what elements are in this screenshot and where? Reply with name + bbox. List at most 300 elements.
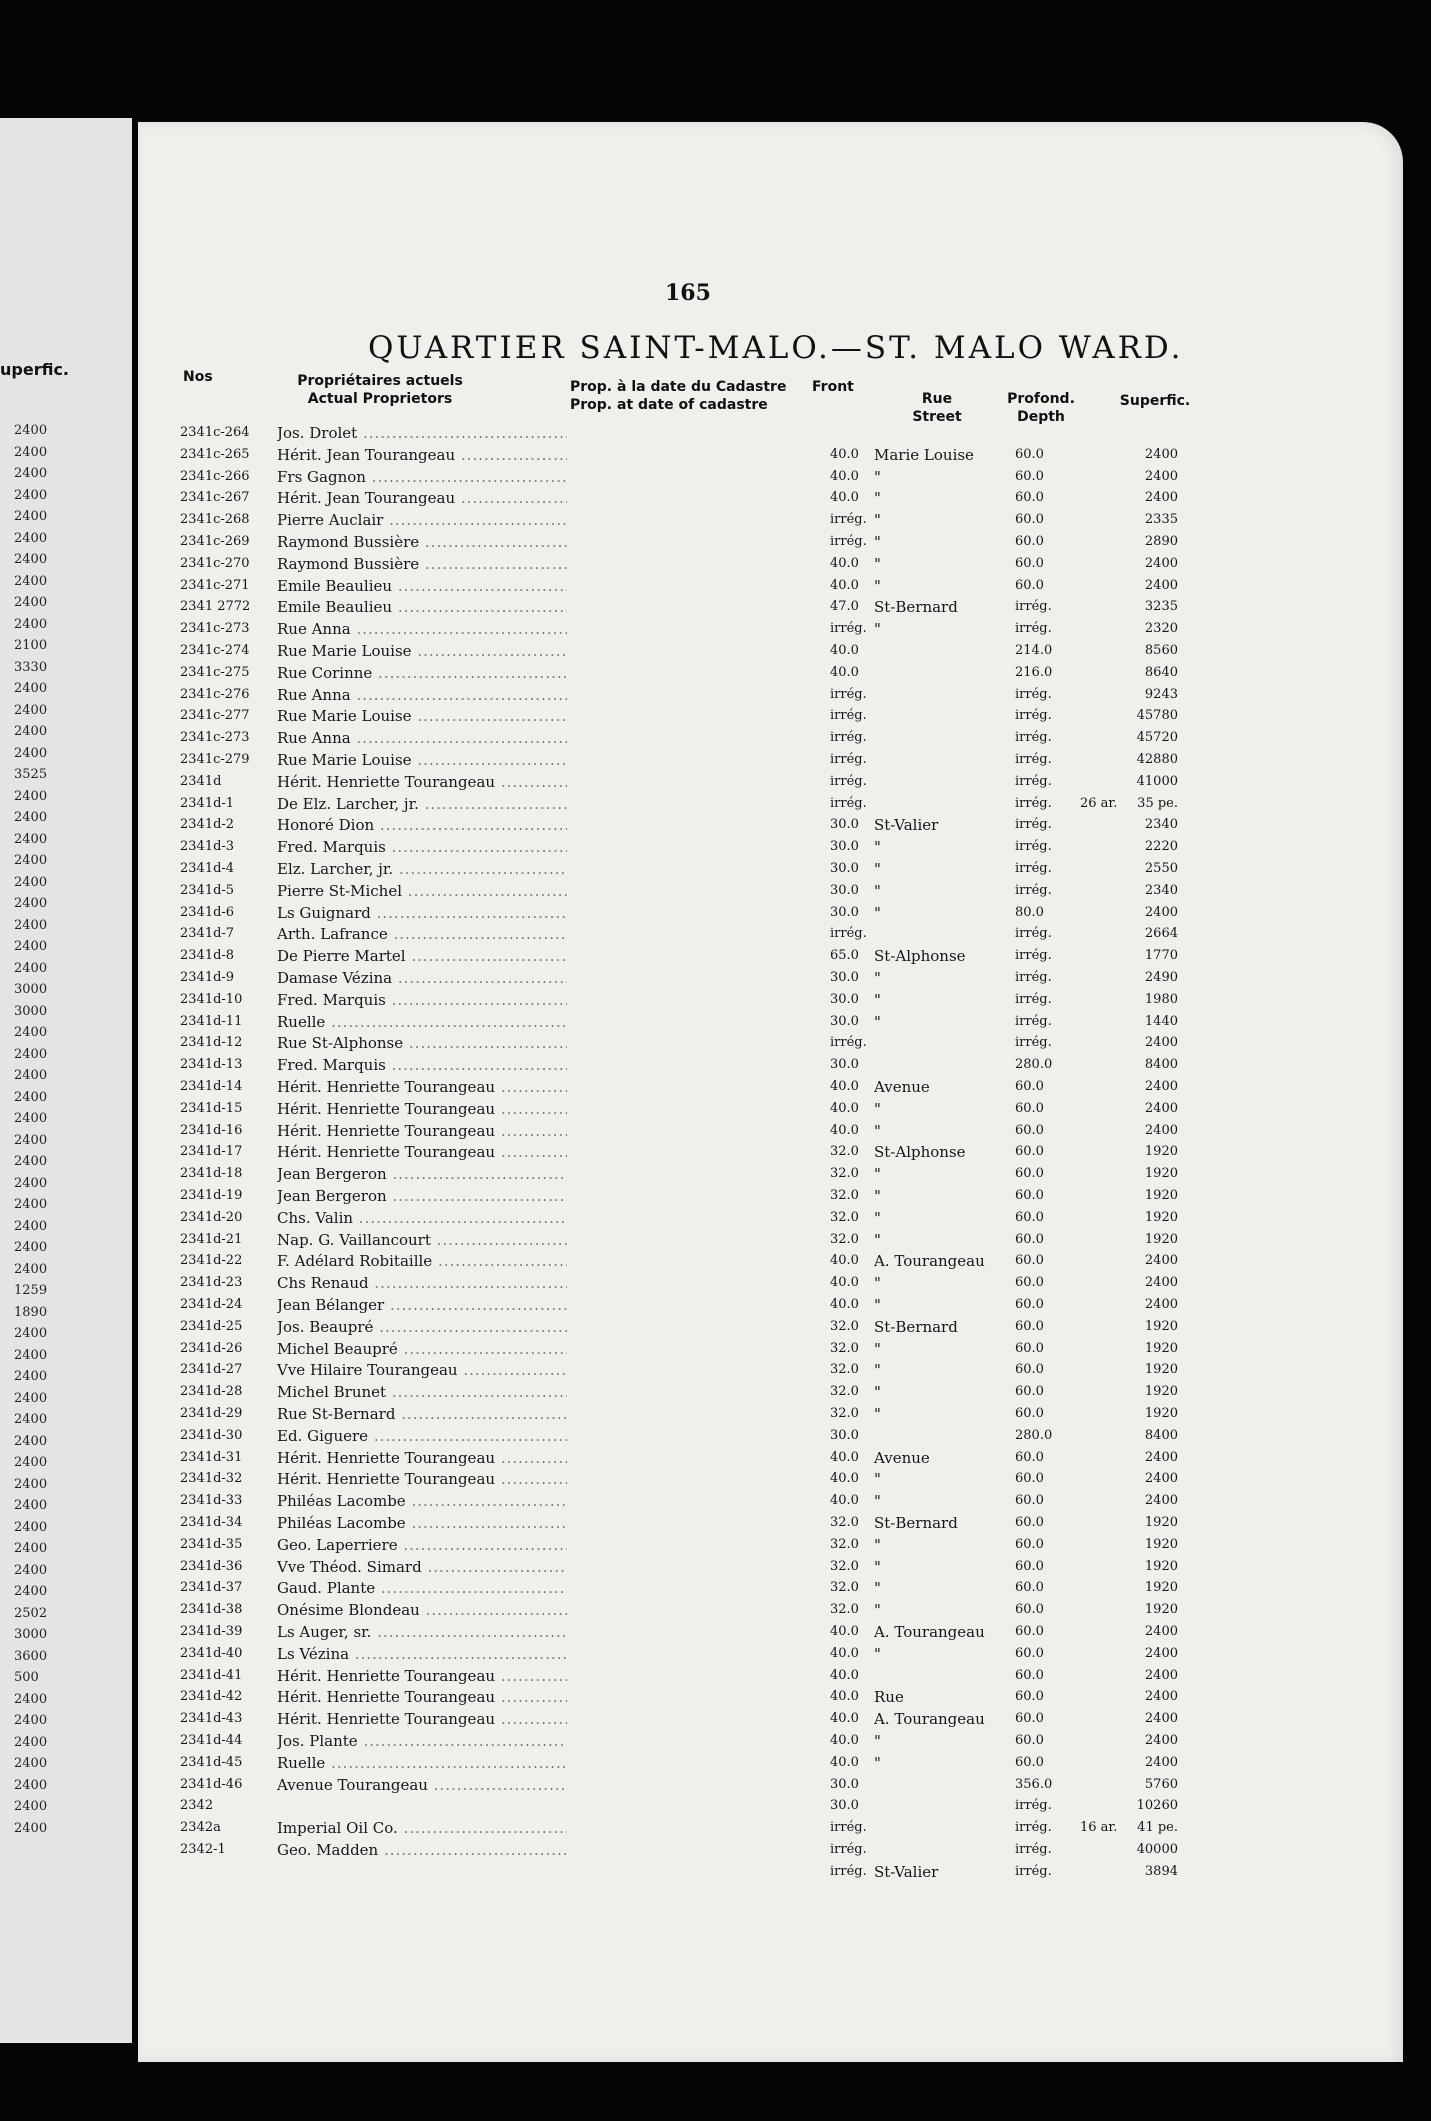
row-depth: irrég. — [1015, 926, 1052, 942]
table-row — [0, 1643, 1431, 1665]
row-superficie: 2400 — [1144, 1297, 1178, 1312]
prev-page-value: 2400 — [14, 917, 48, 933]
row-owner: Rue Anna ..... — [277, 727, 567, 749]
prev-page-value: 2400 — [14, 939, 48, 954]
row-depth: irrég. — [1015, 686, 1052, 702]
table-row — [0, 771, 1431, 793]
row-front: 32.0 — [830, 1231, 859, 1247]
prev-page-value: 2400 — [14, 724, 48, 739]
row-number: 2341d-39 — [180, 1624, 243, 1639]
row-superficie: 1920 — [1144, 1231, 1178, 1247]
table-row — [0, 1752, 1431, 1774]
row-superficie: 1920 — [1144, 1144, 1178, 1160]
row-street: " — [874, 1208, 881, 1227]
row-superficie: 1920 — [1144, 1384, 1178, 1400]
row-front: 32.0 — [830, 1558, 859, 1574]
header-cadastre — [570, 378, 810, 414]
row-depth: 60.0 — [1015, 1166, 1044, 1182]
row-street: St-Valier — [874, 1862, 939, 1881]
table-row — [0, 1229, 1431, 1251]
prev-page-value: 2400 — [14, 1433, 48, 1449]
row-number: 2341d-27 — [180, 1362, 243, 1378]
row-front: 40.0 — [830, 1297, 859, 1312]
row-street: " — [874, 1099, 881, 1118]
row-number: 2341d-30 — [180, 1427, 243, 1443]
row-street: " — [874, 969, 881, 987]
row-street: " — [874, 1732, 881, 1750]
prev-page-value: 2400 — [14, 1476, 48, 1492]
table-row — [0, 444, 1431, 466]
row-number: 2341c-269 — [180, 534, 250, 549]
header-superfic: Superfic. — [1119, 393, 1191, 409]
row-number: 2341d-36 — [180, 1558, 243, 1574]
row-superficie: 5760 — [1144, 1776, 1178, 1792]
row-depth: 60.0 — [1015, 1624, 1044, 1639]
header-depth-fr: Profond. — [1007, 391, 1075, 407]
row-depth: irrég. — [1015, 730, 1052, 746]
row-depth: 60.0 — [1015, 555, 1044, 571]
row-superficie: 2340 — [1144, 882, 1178, 898]
row-depth: irrég. — [1015, 882, 1052, 898]
row-street: " — [874, 1274, 881, 1293]
table-row — [0, 1338, 1431, 1360]
row-superficie: 2400 — [1144, 1711, 1178, 1727]
row-owner: Rue Marie Louise ..... — [277, 640, 567, 662]
row-depth: 280.0 — [1015, 1057, 1053, 1073]
prev-page-value: 2400 — [14, 1713, 48, 1728]
prev-page-value: 2400 — [14, 1240, 48, 1255]
row-number: 2341d-18 — [180, 1166, 243, 1182]
row-superficie: 2400 — [1144, 1122, 1178, 1138]
row-owner: Raymond Bussière ..... — [277, 531, 567, 553]
row-depth: 60.0 — [1015, 1602, 1044, 1618]
row-owner: Elz. Larcher, jr. ..... — [277, 858, 567, 880]
row-depth: 60.0 — [1015, 534, 1044, 549]
row-front: irrég. — [830, 512, 867, 528]
row-number: 2341d-43 — [180, 1711, 243, 1727]
row-front: irrég. — [830, 795, 867, 811]
table-row — [0, 1599, 1431, 1621]
prev-page-value: 2400 — [14, 1519, 48, 1535]
row-number: 2341c-268 — [180, 512, 250, 528]
row-depth: irrég. — [1015, 1798, 1052, 1814]
row-front: 30.0 — [830, 970, 859, 985]
row-depth: irrég. — [1015, 708, 1052, 724]
row-superficie: 2400 — [1144, 1079, 1178, 1094]
row-owner: Fred. Marquis ..... — [277, 836, 567, 858]
row-street: Avenue — [874, 1448, 930, 1467]
table-row — [0, 1774, 1431, 1796]
prev-page-value: 2400 — [14, 466, 48, 481]
row-owner: Hérit. Henriette Tourangeau ..... — [277, 1468, 567, 1490]
row-street: " — [874, 1557, 881, 1576]
table-row — [0, 1817, 1431, 1839]
row-owner: Fred. Marquis ..... — [277, 1054, 567, 1076]
row-number: 2341d-1 — [180, 795, 235, 811]
row-area-note: 26 ar. — [1080, 795, 1118, 811]
row-superficie: 1980 — [1144, 991, 1178, 1007]
prev-page-value: 2400 — [14, 1046, 48, 1062]
row-street: " — [874, 860, 881, 878]
row-depth: irrég. — [1015, 599, 1052, 615]
prev-page-value: 3000 — [14, 982, 48, 997]
table-row — [0, 531, 1431, 553]
row-street: Avenue — [874, 1078, 930, 1096]
row-front: 40.0 — [830, 1253, 859, 1269]
prev-page-value: 2400 — [14, 1820, 48, 1836]
row-front: irrég. — [830, 1820, 867, 1836]
row-depth: 60.0 — [1015, 1122, 1044, 1138]
row-owner: Philéas Lacombe ..... — [277, 1512, 567, 1534]
row-depth: 60.0 — [1015, 1079, 1044, 1094]
row-depth: irrég. — [1015, 621, 1052, 637]
table-row — [0, 1665, 1431, 1687]
prev-page-value: 2400 — [14, 1412, 48, 1427]
row-owner: Imperial Oil Co. ..... — [277, 1817, 567, 1839]
row-number: 2341d-33 — [180, 1493, 243, 1509]
row-street: " — [874, 1383, 881, 1402]
table-row — [0, 902, 1431, 924]
row-number: 2341d-9 — [180, 970, 235, 985]
prev-page-value: 3330 — [14, 659, 48, 675]
header-street — [902, 390, 972, 426]
row-superficie: 2335 — [1144, 512, 1178, 528]
row-superficie: 1920 — [1144, 1362, 1178, 1378]
row-front: 40.0 — [830, 1624, 859, 1639]
row-owner: Jos. Beaupré ..... — [277, 1316, 567, 1338]
row-depth: 60.0 — [1015, 1209, 1044, 1225]
table-row — [0, 1468, 1431, 1490]
row-number: 2341c-275 — [180, 664, 250, 680]
table-row — [0, 989, 1431, 1011]
row-number: 2341d-17 — [180, 1144, 243, 1160]
prev-page-value: 2400 — [14, 423, 48, 438]
header-owners — [280, 372, 480, 408]
row-depth: 60.0 — [1015, 1449, 1044, 1465]
row-superficie: 1920 — [1144, 1318, 1178, 1334]
row-front: 32.0 — [830, 1580, 859, 1596]
row-superficie: 2400 — [1144, 1667, 1178, 1683]
row-front: 32.0 — [830, 1340, 859, 1356]
row-street: A. Tourangeau — [874, 1623, 985, 1641]
table-row — [0, 1207, 1431, 1229]
prev-page-value: 2400 — [14, 1132, 48, 1148]
row-owner: Jean Bergeron ..... — [277, 1185, 567, 1207]
row-street: " — [874, 1601, 881, 1620]
row-number: 2341d-16 — [180, 1122, 243, 1138]
row-owner: Jos. Plante ..... — [277, 1730, 567, 1752]
row-depth: 60.0 — [1015, 1580, 1044, 1596]
row-front: 40.0 — [830, 1667, 859, 1683]
row-street: " — [874, 1492, 881, 1511]
prev-page-value: 2400 — [14, 1111, 48, 1126]
row-superficie: 2400 — [1144, 1449, 1178, 1465]
row-front: 32.0 — [830, 1602, 859, 1618]
prev-page-value: 2400 — [14, 1068, 48, 1083]
prev-page-value: 2400 — [14, 1175, 48, 1191]
row-number: 2341d-35 — [180, 1536, 243, 1552]
row-owner: Hérit. Henriette Tourangeau ..... — [277, 1098, 567, 1120]
row-superficie: 2320 — [1144, 621, 1178, 637]
row-depth: 60.0 — [1015, 1188, 1044, 1203]
prev-page-value: 2400 — [14, 487, 48, 503]
row-owner: Pierre St-Michel ..... — [277, 880, 567, 902]
row-superficie: 1920 — [1144, 1580, 1178, 1596]
row-owner: Geo. Laperriere ..... — [277, 1534, 567, 1556]
prev-page-value: 2400 — [14, 1025, 48, 1040]
table-row — [0, 1403, 1431, 1425]
table-row — [0, 640, 1431, 662]
row-front: 32.0 — [830, 1166, 859, 1182]
row-owner: Raymond Bussière ..... — [277, 553, 567, 575]
row-front: 40.0 — [830, 1100, 859, 1116]
row-number: 2341d-4 — [180, 861, 235, 876]
row-owner: Hérit. Henriette Tourangeau ..... — [277, 1708, 567, 1730]
row-front: 40.0 — [830, 1122, 859, 1138]
row-superficie: 2490 — [1144, 970, 1178, 985]
row-superficie: 42880 — [1136, 752, 1178, 767]
row-front: 40.0 — [830, 468, 859, 484]
row-number: 2341c-276 — [180, 686, 250, 702]
row-depth: irrég. — [1015, 1035, 1052, 1051]
row-front: 30.0 — [830, 861, 859, 876]
row-front: 40.0 — [830, 577, 859, 593]
row-superficie: 2400 — [1144, 555, 1178, 571]
row-superficie: 2664 — [1144, 926, 1178, 942]
row-owner: Hérit. Henriette Tourangeau ..... — [277, 1447, 567, 1469]
row-front: 65.0 — [830, 948, 859, 964]
table-row — [0, 1120, 1431, 1142]
prev-page-value: 2400 — [14, 681, 48, 696]
prev-page-value: 2400 — [14, 1197, 48, 1212]
prev-page-value: 2400 — [14, 1562, 48, 1578]
prev-page-value: 2400 — [14, 1498, 48, 1513]
row-superficie: 1920 — [1144, 1558, 1178, 1574]
row-superficie: 1920 — [1144, 1602, 1178, 1618]
row-front: irrég. — [830, 1035, 867, 1051]
row-number: 2341d-29 — [180, 1406, 243, 1421]
row-street: St-Bernard — [874, 1514, 958, 1532]
row-owner: Vve Hilaire Tourangeau ..... — [277, 1359, 567, 1381]
row-depth: 60.0 — [1015, 1645, 1044, 1661]
row-number: 2341d-19 — [180, 1188, 243, 1203]
table-row — [0, 553, 1431, 575]
table-row — [0, 1098, 1431, 1120]
row-front: 30.0 — [830, 1057, 859, 1073]
prev-page-value: 2400 — [14, 831, 48, 847]
row-front: 40.0 — [830, 664, 859, 680]
row-depth: 60.0 — [1015, 1689, 1044, 1705]
row-number: 2341d-31 — [180, 1449, 243, 1465]
row-owner: Jean Bélanger ..... — [277, 1294, 567, 1316]
row-number: 2341d-22 — [180, 1253, 243, 1269]
row-street: " — [874, 1579, 881, 1598]
row-owner: Chs. Valin ..... — [277, 1207, 567, 1229]
row-front: 40.0 — [830, 1449, 859, 1465]
prev-page-value: 3000 — [14, 1003, 48, 1019]
row-owner: Hérit. Henriette Tourangeau ..... — [277, 1141, 567, 1163]
row-superficie: 1920 — [1144, 1166, 1178, 1182]
prev-page-value: 2400 — [14, 788, 48, 804]
prev-page-value: 2100 — [14, 638, 48, 653]
row-street: " — [874, 1165, 881, 1184]
row-owner: Chs Renaud ..... — [277, 1272, 567, 1294]
row-superficie: 2400 — [1144, 904, 1178, 920]
table-row — [0, 749, 1431, 771]
row-owner: Geo. Madden ..... — [277, 1839, 567, 1861]
row-owner: Jos. Drolet ..... — [277, 422, 567, 444]
row-depth: 60.0 — [1015, 1253, 1044, 1269]
row-owner: Michel Beaupré ..... — [277, 1338, 567, 1360]
row-street: " — [874, 554, 881, 573]
row-owner: Hérit. Henriette Tourangeau ..... — [277, 1120, 567, 1142]
prev-page-value: 1890 — [14, 1304, 48, 1320]
row-superficie: 8640 — [1144, 664, 1178, 680]
row-street: St-Bernard — [874, 598, 958, 617]
row-depth: irrég. — [1015, 839, 1052, 855]
row-superficie: 2400 — [1144, 1645, 1178, 1661]
row-superficie: 1920 — [1144, 1340, 1178, 1356]
prev-page-value: 2400 — [14, 1347, 48, 1363]
row-front: 32.0 — [830, 1144, 859, 1160]
prev-page-value: 2400 — [14, 1541, 48, 1556]
row-front: 32.0 — [830, 1188, 859, 1203]
row-front: irrég. — [830, 1863, 867, 1879]
table-row — [0, 662, 1431, 684]
row-depth: 60.0 — [1015, 1515, 1044, 1530]
prev-page-value: 2400 — [14, 702, 48, 718]
row-superficie: 1920 — [1144, 1406, 1178, 1421]
row-street: " — [874, 620, 881, 639]
row-number: 2341d-7 — [180, 926, 235, 942]
row-owner: Ruelle ..... — [277, 1752, 567, 1774]
row-superficie: 2890 — [1144, 534, 1178, 549]
row-owner: Honoré Dion ..... — [277, 814, 567, 836]
row-street: " — [874, 489, 881, 508]
table-row — [0, 1621, 1431, 1643]
row-street: " — [874, 1535, 881, 1554]
row-front: 40.0 — [830, 1645, 859, 1661]
row-number: 2341d-34 — [180, 1515, 243, 1530]
row-depth: 60.0 — [1015, 1754, 1044, 1770]
prev-page-column-header: uperfic. — [0, 360, 70, 379]
row-owner: Hérit. Jean Tourangeau ..... — [277, 487, 567, 509]
row-depth: irrég. — [1015, 817, 1052, 833]
row-number: 2342a — [180, 1820, 221, 1836]
row-street: A. Tourangeau — [874, 1710, 985, 1729]
row-owner: De Pierre Martel ..... — [277, 945, 567, 967]
prev-page-value: 2400 — [14, 1261, 48, 1277]
row-superficie: 1920 — [1144, 1515, 1178, 1530]
row-number: 2341d-6 — [180, 904, 235, 920]
row-street: " — [874, 1361, 881, 1380]
row-depth: 60.0 — [1015, 1667, 1044, 1683]
row-front: 30.0 — [830, 904, 859, 920]
row-number: 2341d-15 — [180, 1100, 243, 1116]
row-front: 40.0 — [830, 1471, 859, 1487]
header-front: Front — [812, 379, 854, 395]
row-owner: De Elz. Larcher, jr. ..... — [277, 793, 567, 815]
row-number: 2341d-5 — [180, 882, 235, 898]
row-superficie: 2400 — [1144, 1035, 1178, 1051]
row-number: 2341c-270 — [180, 555, 250, 571]
row-front: 40.0 — [830, 1493, 859, 1509]
row-depth: irrég. — [1015, 861, 1052, 876]
row-depth: 216.0 — [1015, 664, 1053, 680]
row-number: 2341d-14 — [180, 1079, 243, 1094]
header-owners-fr: Propriétaires actuels — [297, 373, 463, 389]
row-owner: Rue Marie Louise ..... — [277, 749, 567, 771]
table-row — [0, 793, 1431, 815]
row-street: " — [874, 1753, 881, 1772]
row-front: 40.0 — [830, 1711, 859, 1727]
prev-page-value: 2400 — [14, 552, 48, 567]
row-number: 2341d — [180, 773, 222, 789]
row-superficie: 2340 — [1144, 817, 1178, 833]
row-front: irrég. — [830, 534, 867, 549]
row-owner: Hérit. Henriette Tourangeau ..... — [277, 771, 567, 793]
table-row — [0, 880, 1431, 902]
row-street: " — [874, 1012, 881, 1031]
prev-page-value: 2400 — [14, 745, 48, 761]
row-depth: irrég. — [1015, 1842, 1052, 1857]
header-cadastre-en: Prop. at date of cadastre — [570, 397, 768, 413]
prev-page-value: 2400 — [14, 1154, 48, 1169]
row-owner: Michel Brunet ..... — [277, 1381, 567, 1403]
table-row — [0, 1447, 1431, 1469]
row-number: 2341c-274 — [180, 643, 250, 658]
row-superficie: 2400 — [1144, 446, 1178, 462]
row-superficie: 40000 — [1136, 1842, 1178, 1857]
row-superficie: 2400 — [1144, 1275, 1178, 1291]
row-front: 32.0 — [830, 1318, 859, 1334]
table-row — [0, 1359, 1431, 1381]
row-depth: irrég. — [1015, 948, 1052, 964]
prev-page-value: 1259 — [14, 1283, 48, 1298]
prev-page-value: 3000 — [14, 1627, 48, 1642]
row-number: 2341d-12 — [180, 1035, 243, 1051]
table-row — [0, 1141, 1431, 1163]
row-owner: Rue Anna ..... — [277, 618, 567, 640]
row-owner: Jean Bergeron ..... — [277, 1163, 567, 1185]
row-superficie: 41 pe. — [1137, 1820, 1178, 1836]
table-row — [0, 618, 1431, 640]
table-row — [0, 858, 1431, 880]
row-depth: irrég. — [1015, 752, 1052, 767]
row-depth: 356.0 — [1015, 1776, 1053, 1792]
row-superficie: 2220 — [1144, 839, 1178, 855]
row-number: 2341c-264 — [180, 425, 250, 440]
row-street: " — [874, 990, 881, 1009]
table-row — [0, 1381, 1431, 1403]
row-depth: 60.0 — [1015, 446, 1044, 462]
prev-page-value: 2400 — [14, 1734, 48, 1750]
row-depth: 214.0 — [1015, 643, 1053, 658]
row-front: 32.0 — [830, 1384, 859, 1400]
row-front: 32.0 — [830, 1515, 859, 1530]
row-depth: 60.0 — [1015, 1318, 1044, 1334]
row-front: irrég. — [830, 1842, 867, 1857]
row-number: 2341d-8 — [180, 948, 235, 964]
table-row — [0, 1512, 1431, 1534]
row-superficie: 8400 — [1144, 1057, 1178, 1073]
row-depth: 60.0 — [1015, 1384, 1044, 1400]
row-front: irrég. — [830, 686, 867, 702]
row-front: 40.0 — [830, 1733, 859, 1748]
row-superficie: 1920 — [1144, 1209, 1178, 1225]
prev-page-value: 2400 — [14, 1799, 48, 1814]
table-row — [0, 509, 1431, 531]
